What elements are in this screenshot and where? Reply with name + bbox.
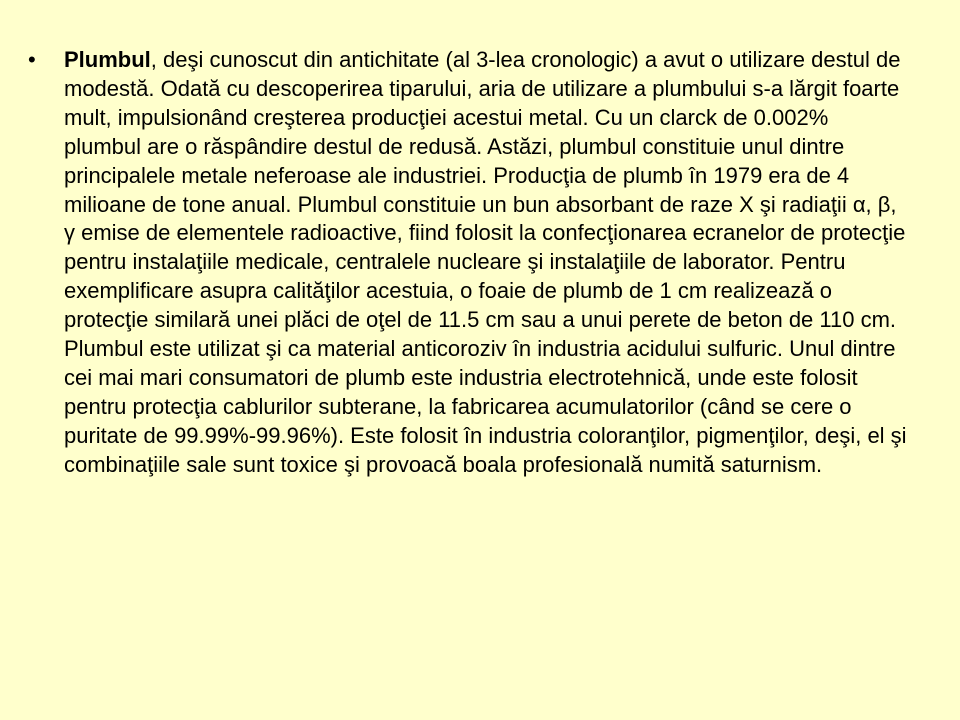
paragraph-text: , deşi cunoscut din antichitate (al 3-lea cronologic) a avut o utilizare destul de modestă. Odată cu descoperirea tiparului, aria de utilizare a plumbului s-a lărgit foarte mult, impulsionând creşterea producţiei acestui metal. Cu un clarck de 0.002% plumbul are o răspândire destul de redusă. Astăzi, plumbul constituie unul dintre principalele metale neferoase ale industriei. Producţia de plumb în 1979 era de 4 milioane de tone anual. Plumbul constituie un bun absorbant de raze X şi radiaţii α, β, γ emise de elementele radioactive, fiind folosit la confecţionarea ecranelor de protecţie pentru instalaţiile medicale, centralele nucleare şi instalaţiile de laborator. Pentru exemplificare asupra calităţilor acestuia, o foaie de plumb de 1 cm realizează o protecţie similară unei plăci de oţel de 11.5 cm sau a unui perete de beton de 110 cm. Plumbul este utilizat şi ca material anticoroziv în industria acidului sulfuric. Unul dintre cei mai mari consumatori de plumb este industria electrotehnică, unde este folosit pentru protecţia cablurilor subterane, la fabricarea acumulatorilor (când se cere o puritate de 99.99%-99.96%). Este folosit în industria coloranţilor, pigmenţilor, deşi, el şi combinaţiile sale sunt toxice şi provoacă boala profesională numită saturnism.	[64, 47, 907, 477]
bullet-item	[28, 46, 908, 480]
bullet-icon: •	[28, 47, 36, 72]
bold-lead-term: Plumbul	[64, 47, 151, 72]
bullet-list	[28, 46, 908, 480]
